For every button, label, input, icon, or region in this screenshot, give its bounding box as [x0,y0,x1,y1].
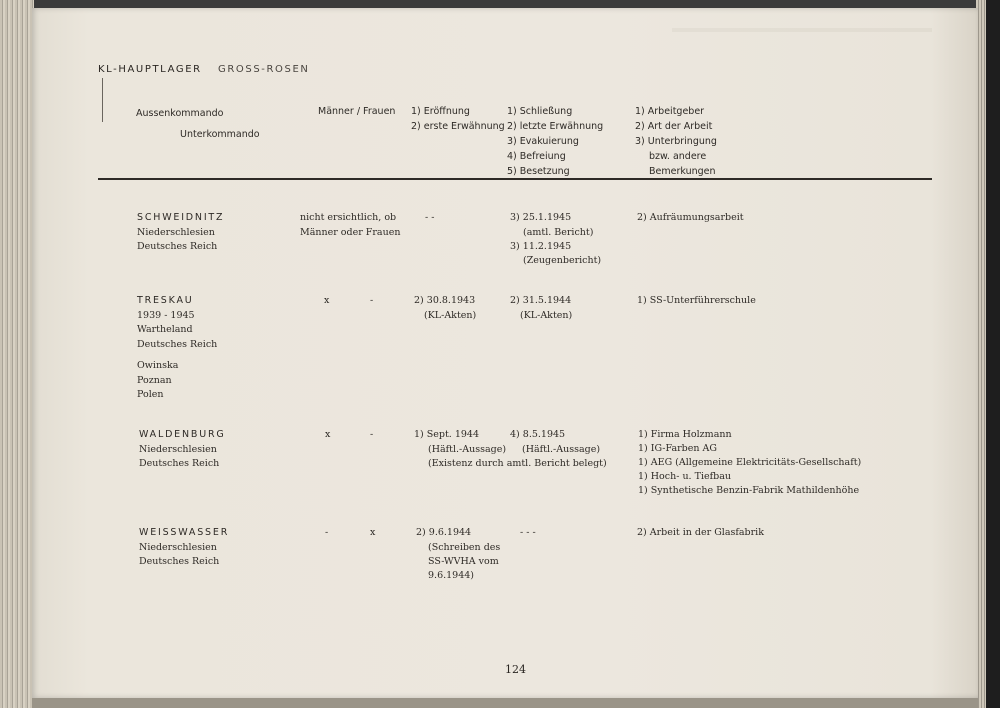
entry-remarks: 2) Aufräumungsarbeit [637,212,744,223]
entry-opening: (Existenz durch amtl. Bericht belegt) [428,458,607,469]
entry-location: Deutsches Reich [139,556,220,567]
entry-men-mark: x [325,429,331,440]
entry-opening: SS-WVHA vom [428,556,499,567]
col-heading-opening-1: 1) Eröffnung [411,106,470,117]
entry-extra-location: Polen [137,389,164,400]
col-heading-remarks-5: Bemerkungen [649,166,716,177]
col-heading-closing-1: 1) Schließung [507,106,573,117]
entry-name: WEISSWASSER [139,527,230,538]
entry-gender: nicht ersichtlich, ob [300,212,397,223]
col-heading-aussenkommando: Aussenkommando [136,108,224,119]
scan-border-top [0,0,1000,8]
header-rule [98,178,932,180]
scan-border-right [986,0,1000,708]
col-heading-remarks-1: 1) Arbeitgeber [635,106,705,117]
entry-remarks: 2) Arbeit in der Glasfabrik [637,527,764,538]
entry-remarks: 1) Firma Holzmann [638,429,732,440]
entry-name: TRESKAU [137,295,194,306]
entry-opening: 1) Sept. 1944 [414,429,480,440]
entry-location: 1939 - 1945 [137,310,195,321]
entry-men-mark: x [324,295,330,306]
col-heading-closing-3: 3) Evakuierung [507,136,579,147]
book-bottom-edge [32,698,978,708]
entry-opening: 9.6.1944) [428,570,475,581]
entry-location: Niederschlesien [139,444,217,455]
header-subtitle: GROSS-ROSEN [218,64,310,75]
col-heading-closing-2: 2) letzte Erwähnung [507,121,604,132]
entry-location: Wartheland [137,324,193,335]
entry-men-mark: - [325,527,329,538]
entry-remarks: 1) Hoch- u. Tiefbau [638,471,731,482]
entry-name: WALDENBURG [139,429,226,440]
entry-opening: (Schreiben des [428,542,501,553]
entry-closing: 4) 8.5.1945 [510,429,566,440]
entry-closing: (amtl. Bericht) [523,227,594,238]
entry-women-mark: - [370,295,374,306]
margin-mark [102,78,103,122]
entry-opening: 2) 30.8.1943 [414,295,476,306]
col-heading-closing-4: 4) Befreiung [507,151,566,162]
entry-closing: 3) 11.2.1945 [510,241,572,252]
col-heading-closing-5: 5) Besetzung [507,166,570,177]
entry-location: Deutsches Reich [137,241,218,252]
col-heading-opening-2: 2) erste Erwähnung [411,121,505,132]
entry-name: SCHWEIDNITZ [137,212,225,223]
entry-remarks: 1) IG-Farben AG [638,443,717,454]
entry-opening: (KL-Akten) [424,310,477,321]
header-title: KL-HAUPTLAGER [98,64,202,75]
bleed-through [672,28,932,32]
entry-remarks: 1) Synthetische Benzin-Fabrik Mathildenhöhe [638,485,860,496]
entry-remarks: 1) SS-Unterführerschule [637,295,756,306]
entry-women-mark: - [370,429,374,440]
entry-closing: - - - [520,527,536,538]
col-heading-gender: Männer / Frauen [318,106,396,117]
entry-closing: 3) 25.1.1945 [510,212,572,223]
entry-location: Deutsches Reich [137,339,218,350]
page-number: 124 [505,663,526,676]
entry-closing: (KL-Akten) [520,310,573,321]
entry-gender: Männer oder Frauen [300,227,401,238]
entry-location: Niederschlesien [139,542,217,553]
col-heading-remarks-4: bzw. andere [649,151,707,162]
col-heading-unterkommando: Unterkommando [180,129,260,140]
entry-opening: 2) 9.6.1944 [416,527,472,538]
entry-remarks: 1) AEG (Allgemeine Elektricitäts-Gesellschaft) [638,457,862,468]
entry-closing: 2) 31.5.1944 [510,295,572,306]
entry-women-mark: x [370,527,376,538]
entry-location: Niederschlesien [137,227,215,238]
entry-opening: - - [425,212,435,223]
entry-opening: (Häftl.-Aussage) [428,444,507,455]
entry-extra-location: Owinska [137,360,179,371]
entry-location: Deutsches Reich [139,458,220,469]
entry-closing: (Häftl.-Aussage) [522,444,601,455]
book-page-edges-left [0,0,34,708]
entry-extra-location: Poznan [137,375,172,386]
entry-closing: (Zeugenbericht) [523,255,602,266]
col-heading-remarks-3: 3) Unterbringung [635,136,717,147]
col-heading-remarks-2: 2) Art der Arbeit [635,121,713,132]
